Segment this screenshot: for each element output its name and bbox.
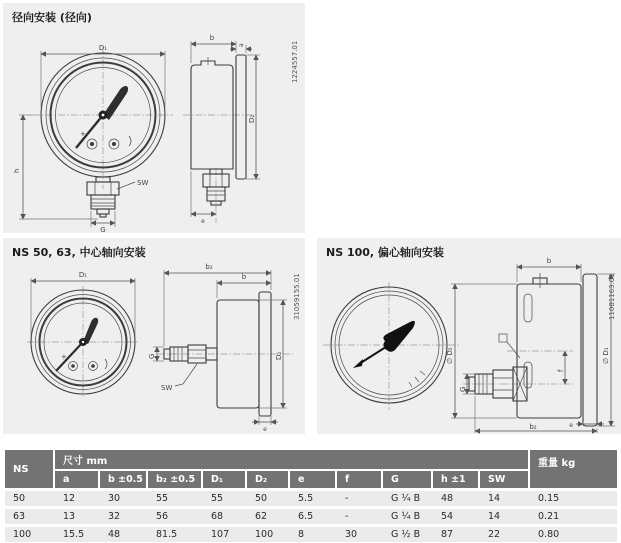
cell: 100 <box>13 529 32 540</box>
radial-drawing <box>3 3 305 233</box>
cell: 54 <box>441 511 454 522</box>
cell: 0.80 <box>538 529 560 540</box>
header-ns: NS <box>5 450 55 488</box>
dim-g: G <box>459 386 467 392</box>
dim-h: h <box>13 168 21 173</box>
drawing-id-axial-eccentric: 11081163.01 <box>608 273 616 320</box>
radial-front-view <box>13 44 173 233</box>
cell: 81.5 <box>156 529 178 540</box>
dim-d2: D₂ <box>248 114 256 123</box>
dimension-table <box>5 450 617 542</box>
cell: 87 <box>441 529 454 540</box>
cell: - <box>345 511 349 522</box>
panel-radial-title: 径向安装 (径向) <box>12 11 92 24</box>
cell: 63 <box>13 511 26 522</box>
cell: 55 <box>211 493 224 504</box>
header-d2: D₂ <box>247 471 290 488</box>
cell: 50 <box>13 493 26 504</box>
axial-center-side-view <box>148 263 293 433</box>
panel-radial-mounting <box>3 3 305 233</box>
panel-axial-center-mounting <box>3 238 305 434</box>
cell: 55 <box>156 493 169 504</box>
cell: 48 <box>441 493 454 504</box>
header-b: b ±0.5 <box>100 471 148 488</box>
dim-sw: SW <box>161 384 173 392</box>
cell: 5.5 <box>298 493 314 504</box>
cell: 0.21 <box>538 511 560 522</box>
axial-eccentric-front-view <box>323 282 459 410</box>
dim-b2: b₂ <box>529 423 537 431</box>
cell: 48 <box>108 529 121 540</box>
dim-d2: D₂ <box>275 351 283 360</box>
table-row-ns100 <box>5 527 617 542</box>
cell: 30 <box>108 493 121 504</box>
plus-mark: + <box>61 353 67 361</box>
cell: 14 <box>488 511 501 522</box>
cell: 56 <box>156 511 169 522</box>
cell: 50 <box>255 493 268 504</box>
header-b2: b₂ ±0.5 <box>148 471 203 488</box>
cell: 22 <box>488 529 501 540</box>
header-a: a <box>55 471 100 488</box>
dim-e: e <box>263 426 267 433</box>
dim-sw: SW <box>137 179 149 187</box>
cell: 62 <box>255 511 268 522</box>
header-f: f <box>337 471 383 488</box>
cell: 107 <box>211 529 230 540</box>
cell: 68 <box>211 511 224 522</box>
cell: 100 <box>255 529 274 540</box>
header-d1: D₁ <box>203 471 247 488</box>
dim-b: b <box>241 273 247 281</box>
panel-axial-eccentric-title: NS 100, 偏心轴向安装 <box>326 246 444 259</box>
axial-eccentric-drawing <box>317 238 621 434</box>
header-sw: SW <box>480 471 530 488</box>
needle-tip <box>353 359 363 368</box>
dim-g: G <box>100 226 106 233</box>
panel-axial-eccentric-mounting <box>317 238 621 434</box>
dim-d2: ∅ D₂ <box>446 347 454 364</box>
cell: 30 <box>345 529 358 540</box>
cell: 8 <box>298 529 305 540</box>
dim-d1: D₁ <box>78 271 88 279</box>
dim-g: G <box>148 353 156 359</box>
axial-center-front-view <box>27 271 139 398</box>
dim-e: e <box>201 218 205 225</box>
drawing-id-axial-center: 31059155.01 <box>293 273 301 320</box>
dim-b: b <box>546 257 552 265</box>
cell: G ¼ B <box>391 511 421 522</box>
cell: 15.5 <box>63 529 85 540</box>
cell: G ½ B <box>391 529 421 540</box>
cell: 12 <box>63 493 76 504</box>
dim-b: b <box>209 34 215 42</box>
header-g: G <box>383 471 433 488</box>
axial-center-drawing <box>3 238 305 434</box>
table-header <box>5 450 617 488</box>
header-h: h ±1 <box>433 471 480 488</box>
cell: - <box>345 493 349 504</box>
table-row-ns63 <box>5 509 617 524</box>
table-row-ns50 <box>5 491 617 506</box>
plus-mark: + <box>80 130 86 138</box>
cell: G ¼ B <box>391 493 421 504</box>
dim-e: e <box>569 422 573 429</box>
radial-front-stem <box>87 177 119 217</box>
cell: 0.15 <box>538 493 560 504</box>
cell: 32 <box>108 511 121 522</box>
dim-b2: b₂ <box>205 263 213 271</box>
drawing-id-radial: 1224557.01 <box>291 40 299 83</box>
dim-a: a <box>238 43 245 47</box>
axial-eccentric-side-view <box>446 257 615 433</box>
cell: 13 <box>63 511 76 522</box>
header-e: e <box>290 471 337 488</box>
header-dimensions-mm: 尺寸 mm <box>55 450 530 471</box>
cell: 14 <box>488 493 501 504</box>
dim-d1: ∅ D₁ <box>602 347 610 364</box>
panel-axial-center-title: NS 50, 63, 中心轴向安装 <box>12 246 146 259</box>
dim-f: f <box>557 369 565 372</box>
radial-side-view <box>183 34 260 225</box>
dim-d1: D₁ <box>98 44 108 52</box>
header-weight-kg: 重量 kg <box>530 450 617 488</box>
cell: 6.5 <box>298 511 314 522</box>
